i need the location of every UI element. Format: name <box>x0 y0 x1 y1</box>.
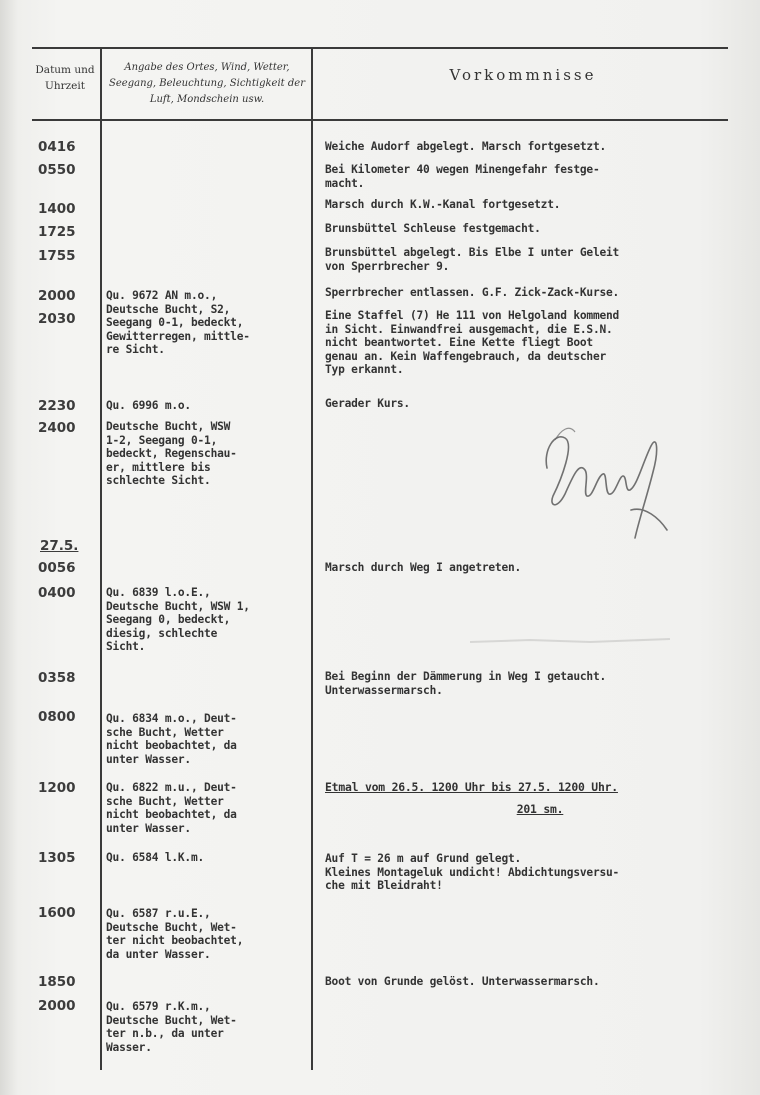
entry-event: Bei Beginn der Dämmerung in Weg I getaucht. Unterwassermarsch. <box>325 670 607 697</box>
entry-place: Qu. 6834 m.o., Deut- sche Bucht, Wetter nicht beobachtet, da unter Wasser. <box>106 712 237 766</box>
entry-place: Deutsche Bucht, WSW 1-2, Seegang 0-1, bedeckt, Regenschau- er, mittlere bis schlechte Sicht. <box>106 420 237 487</box>
entry-time: 1305 <box>38 850 76 866</box>
bleed-through-mark <box>470 630 670 650</box>
entry-time: 1200 <box>38 780 76 796</box>
entry-place: Qu. 6839 l.o.E., Deutsche Bucht, WSW 1, Seegang 0, bedeckt, diesig, schlechte Sicht. <box>106 586 250 653</box>
date-marker: 27.5. <box>40 538 79 554</box>
entry-time: 2030 <box>38 311 76 327</box>
entry-event: Bei Kilometer 40 wegen Minengefahr festge- macht. <box>325 163 600 190</box>
entry-place: Qu. 6996 m.o. <box>106 399 191 412</box>
entry-time: 1755 <box>38 248 76 264</box>
entry-time: 2000 <box>38 998 76 1014</box>
entry-event: Weiche Audorf abgelegt. Marsch fortgesetzt. <box>325 140 607 153</box>
entry-event: Sperrbrecher entlassen. G.F. Zick-Zack-Kurse. <box>325 286 620 299</box>
entry-place: Qu. 6822 m.u., Deut- sche Bucht, Wetter nicht beobachtet, da unter Wasser. <box>106 781 237 835</box>
entry-place: Qu. 6587 r.u.E., Deutsche Bucht, Wet- ter nicht beobachtet, da unter Wasser. <box>106 907 244 961</box>
entry-event: Auf T = 26 m auf Grund gelegt. Kleines Montageluk undicht! Abdichtungsversu- che mit Bleidraht! <box>325 852 620 892</box>
entry-place: Qu. 9672 AN m.o., Deutsche Bucht, S2, Seegang 0-1, bedeckt, Gewitterregen, mittle- re Sicht. <box>106 289 250 356</box>
entry-event: Marsch durch K.W.-Kanal fortgesetzt. <box>325 198 561 211</box>
entry-time: 0550 <box>38 162 76 178</box>
entry-time: 2230 <box>38 398 76 414</box>
entry-event: Brunsbüttel abgelegt. Bis Elbe I unter Geleit von Sperrbrecher 9. <box>325 246 620 273</box>
entry-time: 1850 <box>38 974 76 990</box>
entry-event: Gerader Kurs. <box>325 397 410 410</box>
header-events: Vorkommnisse <box>449 66 597 84</box>
header-date-time: Datum und Uhrzeit <box>35 64 95 92</box>
entry-event: Eine Staffel (7) He 111 von Helgoland kommend in Sicht. Einwandfrei ausgemacht, die E.S.N. nicht beantwortet. Eine Kette fliegt Boot genau an. Kein Waffengebrauch, da deutscher Typ erkannt. <box>325 309 620 376</box>
entry-event: Marsch durch Weg I angetreten. <box>325 561 522 574</box>
handwritten-signature <box>535 410 675 550</box>
entry-time: 2400 <box>38 420 76 436</box>
header-place-weather: Angabe des Ortes, Wind, Wetter, Seegang, Beleuchtung, Sichtigkeit der Luft, Mondschein usw. <box>109 62 305 105</box>
entry-event: Boot von Grunde gelöst. Unterwassermarsch. <box>325 975 600 988</box>
entry-time: 2000 <box>38 288 76 304</box>
entry-time: 1600 <box>38 905 76 921</box>
etmal-distance: 201 sm. <box>516 802 564 816</box>
entry-time: 0358 <box>38 670 76 686</box>
etmal-line-1: Etmal vom 26.5. 1200 Uhr bis 27.5. 1200 Uhr. <box>325 780 618 794</box>
entry-time: 0800 <box>38 709 76 725</box>
entry-time: 0400 <box>38 585 76 601</box>
entry-time: 1400 <box>38 201 76 217</box>
etmal-summary <box>325 780 745 816</box>
entry-event: Brunsbüttel Schleuse festgemacht. <box>325 222 541 235</box>
entry-place: Qu. 6584 l.K.m. <box>106 851 205 864</box>
entry-time: 0416 <box>38 139 76 155</box>
entry-time: 1725 <box>38 224 76 240</box>
entry-time: 0056 <box>38 560 76 576</box>
entry-place: Qu. 6579 r.K.m., Deutsche Bucht, Wet- ter n.b., da unter Wasser. <box>106 1000 237 1054</box>
